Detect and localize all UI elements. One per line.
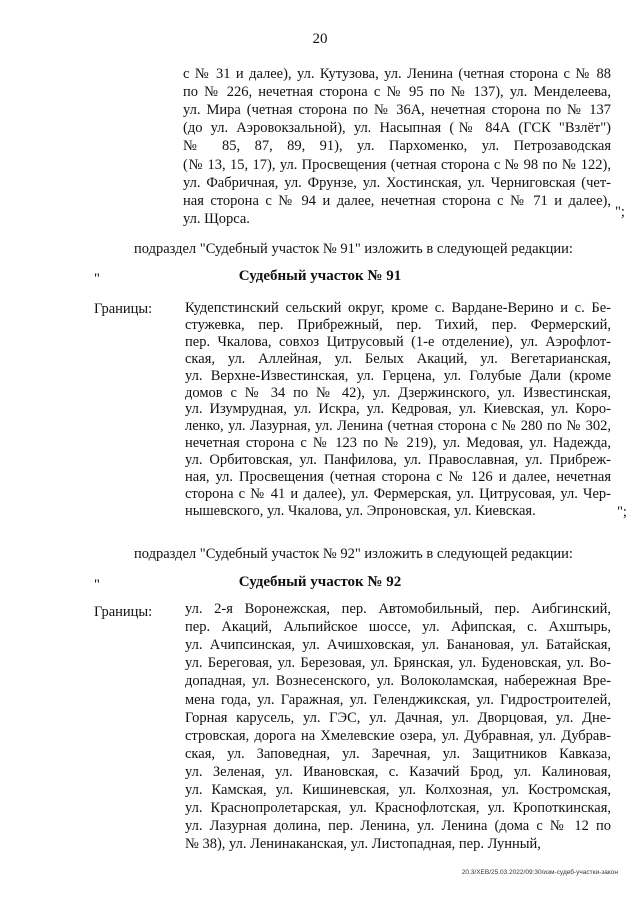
- page-number: 20: [312, 31, 328, 47]
- text-line: ул. Камская, ул. Кишиневская, ул. Колхозная, ул. Костромская,: [185, 782, 611, 798]
- text-line: ная, ул. Просвещения (четная сторона с № 126 и далее, нечетная: [185, 469, 611, 485]
- text-line: ская, ул. Заповедная, ул. Заречная, ул. Защитников Кавказа,: [185, 745, 611, 762]
- text-line: ул. Изумрудная, ул. Искра, ул. Кедровая, ул. Киевская, ул. Коро-: [185, 401, 611, 418]
- text-line: ул. Зеленая, ул. Ивановская, с. Казачий Брод, ул. Калиновая,: [185, 763, 611, 780]
- text-line: с № 31 и далее), ул. Кутузова, ул. Ленина (четная сторона с № 88: [183, 66, 611, 82]
- text-line: домов с № 34 по № 42), ул. Дзержинского, ул. Известинская,: [185, 384, 611, 401]
- text-line: нышевского, ул. Чкалова, ул. Эпроновская, ул. Киевская.: [185, 502, 536, 519]
- text-line: стужевка, пер. Прибрежный, пер. Тихий, пер. Фермерский,: [185, 316, 611, 333]
- section-91-title: Судебный участок № 91: [238, 268, 402, 284]
- text-line: (№ 13, 15, 17), ул. Просвещения (четная сторона с № 98 по № 122),: [183, 156, 611, 173]
- text-line: ул. Береговая, ул. Березовая, ул. Брянская, ул. Буденовская, ул. Во-: [185, 655, 611, 672]
- text-line: стровская, дорога на Хмелевские озера, ул. Дубравная, ул. Дубрав-: [185, 727, 611, 744]
- text-line: ул. 2-я Воронежская, пер. Автомобильный, пер. Аибгинский,: [185, 601, 611, 617]
- text-line: по № 226, нечетная сторона с № 95 по № 137), ул. Менделеева,: [183, 84, 611, 101]
- text-line: ул. Лазурная долина, пер. Ленина, ул. Ленина (дома с № 12 по: [185, 818, 611, 835]
- text-line: Кудепстинский сельский округ, кроме с. Вардане-Верино и с. Бе-: [185, 300, 611, 316]
- text-line: ул. Фабричная, ул. Фрунзе, ул. Хостинская, ул. Черниговская (чет-: [183, 174, 611, 191]
- section-92-intro: подраздел "Судебный участок № 92" изложить в следующей редакции:: [134, 546, 573, 562]
- closing-quote: ";: [617, 504, 627, 520]
- closing-quote: ";: [615, 204, 625, 220]
- section-92-title: Судебный участок № 92: [238, 574, 402, 590]
- open-quote: ": [94, 577, 100, 593]
- text-line: сторона с № 41 и далее), ул. Фермерская, ул. Цитрусовая, ул. Чер-: [185, 485, 611, 502]
- text-line: ная сторона с № 94 и далее, нечетная сторона с № 71 и далее),: [183, 192, 611, 209]
- text-line: ул. Ачипсинская, ул. Ачишховская, ул. Банановая, ул. Батайская,: [185, 637, 611, 654]
- section-91-label: Границы:: [94, 301, 153, 317]
- text-line: Горная карусель, ул. ГЭС, ул. Дачная, ул. Дворцовая, ул. Дне-: [185, 709, 611, 726]
- footer-file-reference: 20.3/ХЕВ/25.03.2022/09:30/изм-судеб-участки-закон: [461, 869, 618, 876]
- text-line: ул. Орбитовская, ул. Панфилова, ул. Православная, ул. Прибреж-: [185, 452, 611, 469]
- text-line: ул. Мира (четная сторона по № 36А, нечетная сторона по № 137: [183, 102, 611, 119]
- text-line: ул. Краснопролетарская, ул. Краснофлотская, ул. Кропоткинская,: [185, 800, 611, 817]
- text-line: нечетная сторона с № 123 по № 219), ул. Медовая, ул. Надежда,: [185, 435, 611, 452]
- text-line: № 85, 87, 89, 91), ул. Пархоменко, ул. Петрозаводская: [183, 138, 611, 155]
- text-line: ул. Верхне-Известинская, ул. Герцена, ул. Голубые Дали (кроме: [185, 367, 611, 384]
- section-92-label: Границы:: [94, 604, 153, 620]
- section-91-intro: подраздел "Судебный участок № 91" изложить в следующей редакции:: [134, 241, 573, 257]
- text-line: допадная, ул. Вознесенского, ул. Волоколамская, набережная Вре-: [185, 673, 611, 690]
- text-line: пер. Чкалова, совхоз Цитрусовый (1-е отделение), ул. Аэрофлот-: [185, 333, 611, 350]
- text-line: пер. Акаций, Альпийское шоссе, ул. Афипская, с. Ахштырь,: [185, 619, 611, 636]
- text-line: ская, ул. Аллейная, ул. Белых Акаций, ул. Вегетарианская,: [185, 350, 611, 367]
- text-line: № 38), ул. Ленинаканская, ул. Листопадная, пер. Лунный,: [185, 836, 541, 853]
- text-line: ул. Щорса.: [183, 210, 250, 227]
- text-line: ленко, ул. Лазурная, ул. Ленина (четная сторона с № 280 по № 302,: [185, 418, 611, 435]
- text-line: мена года, ул. Гаражная, ул. Геленджикская, ул. Гидростроителей,: [185, 691, 611, 708]
- text-line: (до ул. Аэровокзальной), ул. Насыпная (№ 84А (ГСК "Взлёт"): [183, 120, 611, 137]
- open-quote: ": [94, 271, 100, 287]
